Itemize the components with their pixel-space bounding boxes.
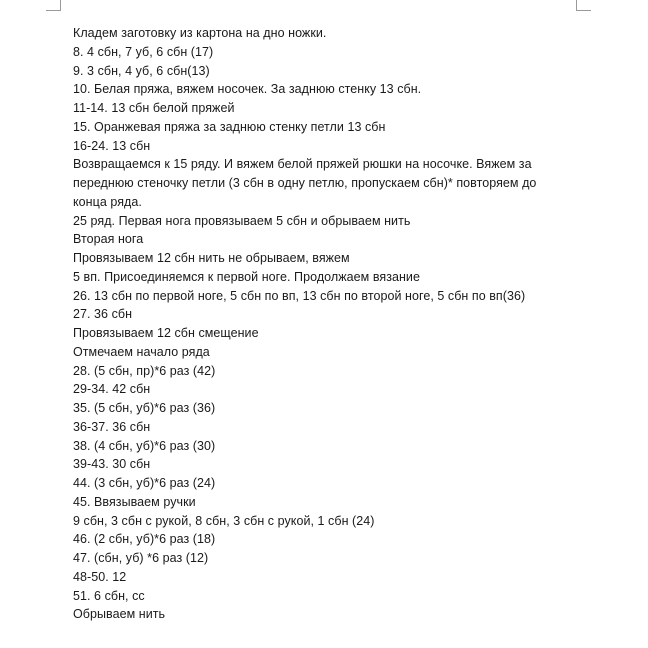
page-corner-mark-top-right xyxy=(576,0,591,11)
text-line: 46. (2 сбн, уб)*6 раз (18) xyxy=(73,532,216,547)
text-line: 39-43. 30 сбн xyxy=(73,457,151,472)
text-line: Вторая нога xyxy=(73,232,144,247)
text-line: Кладем заготовку из картона на дно ножки. xyxy=(73,26,327,40)
text-line: 8. 4 сбн, 7 уб, 6 сбн (17) xyxy=(73,44,214,59)
page-corner-mark-top-left xyxy=(46,0,61,11)
text-line: 15. Оранжевая пряжа за заднюю стенку петли 13 сбн xyxy=(73,119,386,134)
text-line: 36-37. 36 сбн xyxy=(73,419,151,434)
text-line: 51. 6 сбн, сс xyxy=(73,588,145,603)
text-line: 25 ряд. Первая нога провязываем 5 сбн и обрываем нить xyxy=(73,213,411,228)
text-line: 16-24. 13 сбн xyxy=(73,138,151,153)
text-line: 45. Ввязываем ручки xyxy=(73,494,196,509)
text-line: Провязываем 12 сбн нить не обрываем, вяжем xyxy=(73,251,350,265)
text-line: 48-50. 12 xyxy=(73,569,127,584)
text-line: 26. 13 сбн по первой ноге, 5 сбн по вп, 13 сбн по второй ноге, 5 сбн по вп(36) xyxy=(73,288,526,303)
text-line: 27. 36 сбн xyxy=(73,307,133,322)
text-line: конца ряда. xyxy=(73,194,142,209)
document-body xyxy=(73,24,613,624)
text-line: 35. (5 сбн, уб)*6 раз (36) xyxy=(73,401,216,415)
text-line: 38. (4 сбн, уб)*6 раз (30) xyxy=(73,438,216,453)
text-line: Возвращаемся к 15 ряду. И вяжем белой пряжей рюшки на носочке. Вяжем за xyxy=(73,157,532,172)
text-line: 29-34. 42 сбн xyxy=(73,382,151,397)
text-line: переднюю стеночку петли (3 сбн в одну петлю, пропускаем сбн)* повторяем до xyxy=(73,176,537,190)
text-line: 10. Белая пряжа, вяжем носочек. За заднюю стенку 13 сбн. xyxy=(73,82,422,97)
text-line: 47. (сбн, уб) *6 раз (12) xyxy=(73,551,209,565)
text-line: Отмечаем начало ряда xyxy=(73,344,210,359)
text-line: 5 вп. Присоединяемся к первой ноге. Продолжаем вязание xyxy=(73,269,420,284)
text-line: 9. 3 сбн, 4 уб, 6 сбн(13) xyxy=(73,63,210,78)
text-line: 11-14. 13 сбн белой пряжей xyxy=(73,101,235,115)
text-line: 9 сбн, 3 сбн с рукой, 8 сбн, 3 сбн с рукой, 1 сбн (24) xyxy=(73,513,375,528)
text-line: Провязываем 12 сбн смещение xyxy=(73,326,259,340)
text-line: 44. (3 сбн, уб)*6 раз (24) xyxy=(73,476,216,490)
text-line: Обрываем нить xyxy=(73,607,166,622)
text-line: 28. (5 сбн, пр)*6 раз (42) xyxy=(73,363,216,378)
